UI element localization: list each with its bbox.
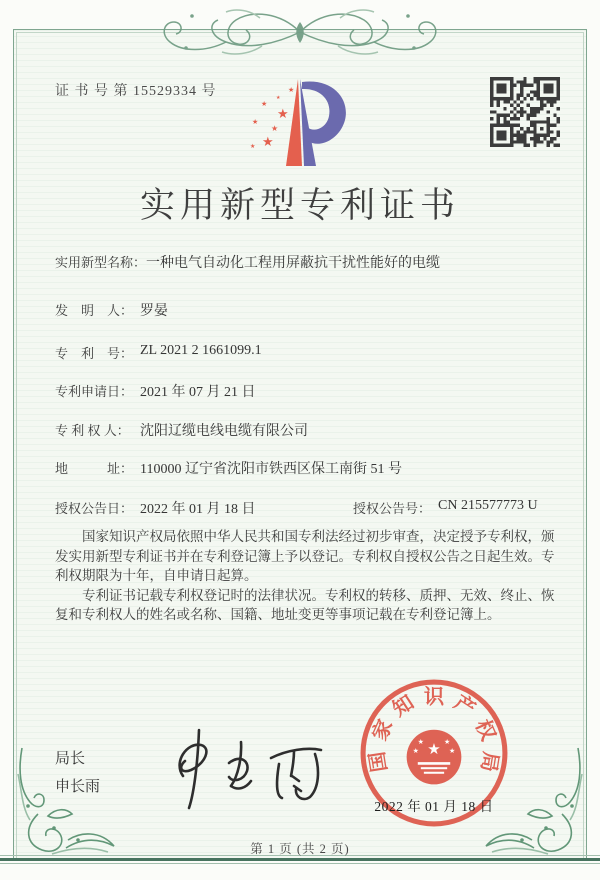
field-label: 发 明 人：	[55, 303, 134, 318]
certificate-number: 证 书 号 第 15529334 号	[55, 84, 217, 99]
field-row-patentee	[55, 420, 560, 440]
field-value: ZL 2021 2 1661099.1	[140, 343, 262, 358]
field-value: 罗晏	[140, 304, 168, 319]
cnipa-logo-icon	[250, 76, 354, 174]
field-value: 沈阳辽缆电线电缆有限公司	[140, 424, 308, 439]
signature-script	[145, 718, 340, 816]
svg-text:★: ★	[261, 100, 268, 108]
field-label: 专利申请日：	[55, 384, 134, 399]
svg-text:★: ★	[417, 737, 425, 746]
svg-text:★: ★	[252, 118, 259, 126]
field-label: 授权公告号：	[353, 501, 432, 516]
field-label: 专 利 权 人：	[55, 423, 130, 438]
svg-text:★: ★	[250, 143, 256, 150]
signer-block	[55, 745, 100, 801]
bottom-rule	[0, 858, 600, 861]
field-value: 110000 辽宁省沈阳市铁西区保工南街 51 号	[140, 462, 402, 477]
svg-text:★: ★	[262, 135, 274, 150]
legal-text	[55, 527, 555, 625]
field-value: 一种电气自动化工程用屏蔽抗干扰性能好的电缆	[146, 256, 441, 271]
svg-text:★: ★	[276, 95, 281, 101]
field-value: 2021 年 07 月 21 日	[140, 385, 256, 400]
field-row-patent-number	[55, 343, 560, 362]
svg-text:★: ★	[412, 747, 419, 755]
signer-title: 局长	[55, 751, 86, 767]
page-footer: 第 1 页 (共 2 页)	[250, 842, 350, 856]
svg-text:★: ★	[288, 86, 295, 94]
field-value: 2022 年 01 月 18 日	[140, 502, 256, 517]
svg-text:★: ★	[277, 107, 289, 122]
seal-char: 局	[476, 749, 502, 774]
legal-paragraph-2: 专利证书记载专利权登记时的法律状况。专利权的转移、质押、无效、终止、恢复和专利权人的姓名或名称、国籍、地址变更等事项记载在专利登记簿上。	[55, 587, 555, 622]
grant-number-pair	[353, 498, 538, 517]
seal-date: 2022 年 01 月 18 日	[374, 799, 494, 814]
field-row-filing-date	[55, 381, 560, 401]
national-emblem-icon	[407, 730, 462, 785]
field-value: CN 215577773 U	[438, 498, 538, 513]
field-label: 授权公告日：	[55, 501, 134, 516]
bottom-rule	[0, 863, 600, 864]
svg-text:★: ★	[443, 737, 451, 746]
field-label: 专 利 号：	[55, 346, 134, 361]
seal-char: 知	[389, 691, 419, 722]
svg-text:★: ★	[449, 747, 456, 755]
svg-text:★: ★	[271, 124, 279, 133]
legal-paragraph-1: 国家知识产权局依照中华人民共和国专利法经过初步审查，决定授予专利权，颁发实用新型专利证书并在专利登记簿上予以登记。专利权自授权公告之日起生效。专利权期限为十年，自申请日起算。	[55, 529, 555, 583]
qr-code	[490, 77, 560, 147]
certificate-title: 实用新型专利证书	[139, 186, 460, 225]
field-row-name	[55, 252, 560, 272]
seal-char: 家	[368, 716, 398, 745]
seal-char: 识	[423, 686, 445, 709]
field-label: 地 址：	[55, 461, 134, 476]
field-row-address	[55, 458, 560, 478]
field-row-grant	[55, 498, 560, 518]
signer-name: 申长雨	[55, 779, 101, 795]
svg-text:★: ★	[427, 741, 441, 759]
seal-char: 权	[470, 716, 500, 745]
seal-char: 产	[449, 691, 479, 722]
field-row-inventor	[55, 300, 560, 320]
seal-char: 国	[366, 749, 392, 774]
field-label: 实用新型名称：	[55, 255, 147, 270]
